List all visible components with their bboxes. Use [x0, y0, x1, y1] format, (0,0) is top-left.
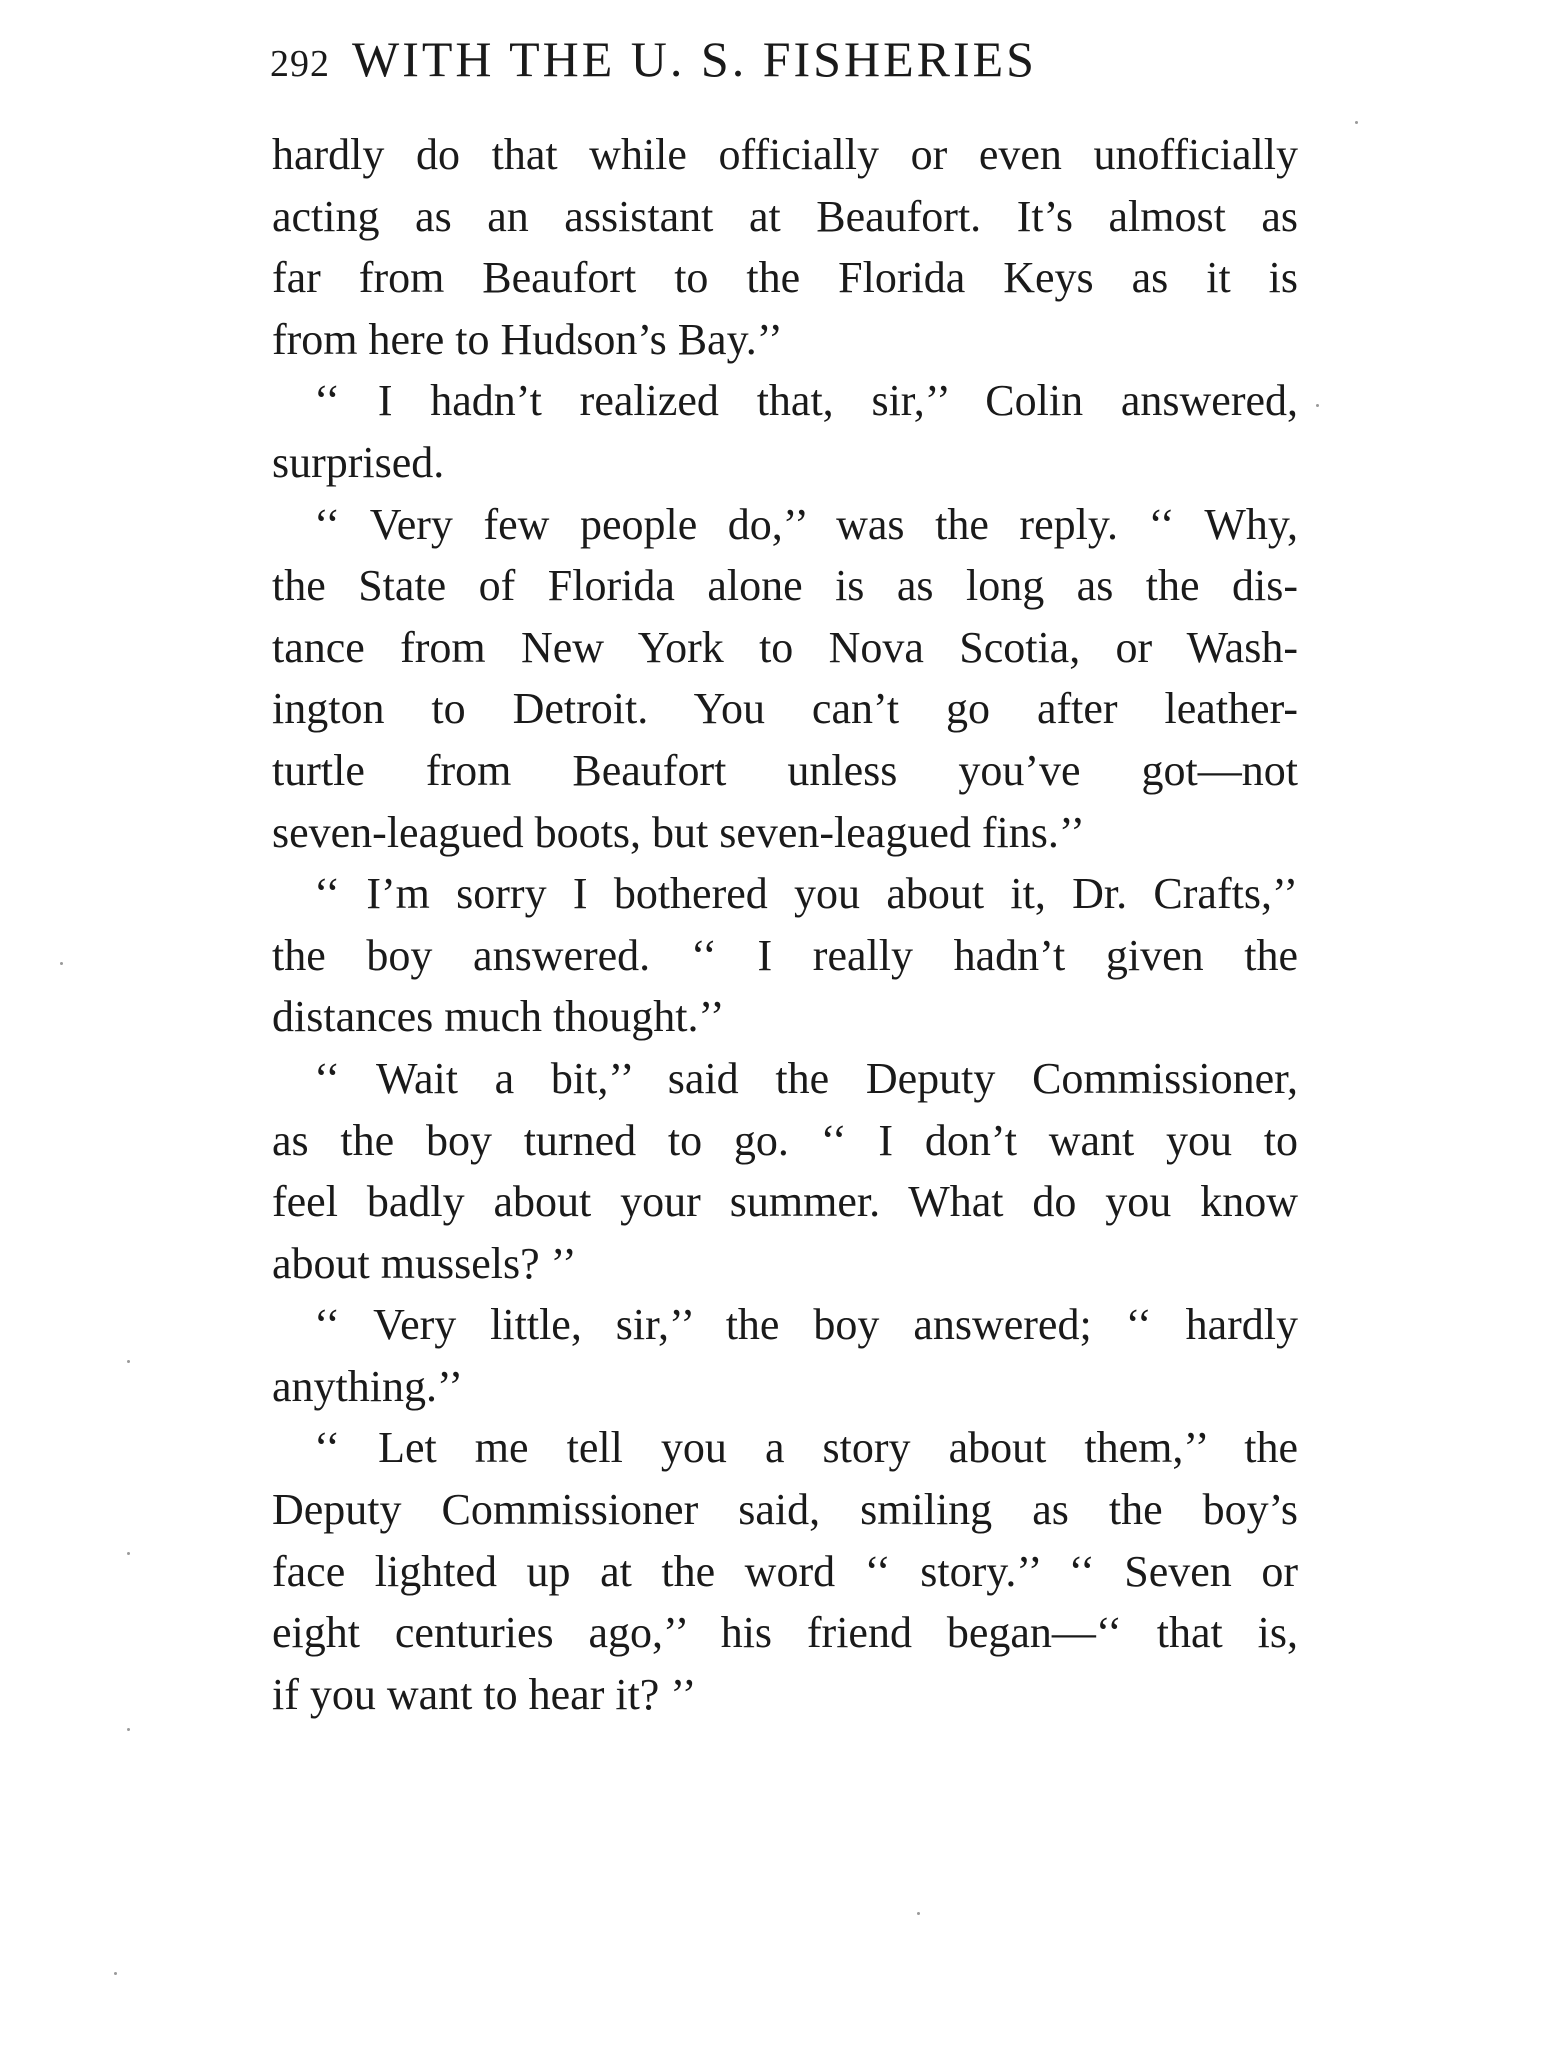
scan-speck [1316, 404, 1319, 407]
text-line: ‘‘ I’m sorry I bothered you about it, Dr. Crafts,’’ [314, 869, 1298, 919]
text-line: about mussels? ’’ [272, 1238, 577, 1288]
body-text [272, 124, 1298, 1725]
text-line: ‘‘ Very few people do,’’ was the reply. ‘‘ Why, [314, 499, 1298, 549]
text-line: acting as an assistant at Beaufort. It’s almost as [272, 191, 1298, 241]
text-line: surprised. [272, 437, 445, 487]
text-line: face lighted up at the word ‘‘ story.’’ ‘‘ Seven or [272, 1546, 1298, 1596]
text-line: far from Beaufort to the Florida Keys as it is [272, 253, 1298, 303]
text-line: ‘‘ Very little, sir,’’ the boy answered; ‘‘ hardly [314, 1300, 1298, 1350]
text-line: ‘‘ I hadn’t realized that, sir,’’ Colin answered, [314, 376, 1298, 426]
scan-speck [127, 1360, 130, 1363]
text-line: the boy answered. ‘‘ I really hadn’t given the [272, 930, 1298, 980]
scan-speck [60, 962, 63, 965]
text-line: distances much thought.’’ [272, 992, 725, 1042]
page-header [270, 30, 1320, 100]
text-line: ‘‘ Let me tell you a story about them,’’ the [314, 1423, 1298, 1473]
text-line: eight centuries ago,’’ his friend began—‘‘ that is, [272, 1608, 1298, 1658]
text-line: seven-leagued boots, but seven-leagued fins.’’ [272, 807, 1085, 857]
scan-speck [127, 1728, 130, 1731]
text-line: anything.’’ [272, 1361, 464, 1411]
text-line: Deputy Commissioner said, smiling as the boy’s [272, 1485, 1298, 1535]
text-line: ‘‘ Wait a bit,’’ said the Deputy Commissioner, [314, 1053, 1298, 1103]
text-line: as the boy turned to go. ‘‘ I don’t want you to [272, 1115, 1298, 1165]
scan-speck [1355, 121, 1358, 124]
running-head: WITH THE U. S. FISHERIES [352, 31, 1037, 87]
text-line: tance from New York to Nova Scotia, or Wash- [272, 622, 1298, 672]
page-number: 292 [270, 43, 330, 85]
scan-speck [917, 1912, 920, 1915]
text-line: hardly do that while officially or even unofficially [272, 130, 1298, 179]
text-line: from here to Hudson’s Bay.’’ [272, 314, 783, 364]
text-line: the State of Florida alone is as long as the dis- [272, 561, 1298, 611]
text-line: if you want to hear it? ’’ [272, 1669, 697, 1719]
text-line: feel badly about your summer. What do you know [272, 1177, 1298, 1227]
scan-speck [114, 1972, 117, 1975]
text-line: turtle from Beaufort unless you’ve got—not [272, 745, 1298, 795]
scan-speck [127, 1552, 130, 1555]
text-line: ington to Detroit. You can’t go after leather- [272, 684, 1298, 734]
